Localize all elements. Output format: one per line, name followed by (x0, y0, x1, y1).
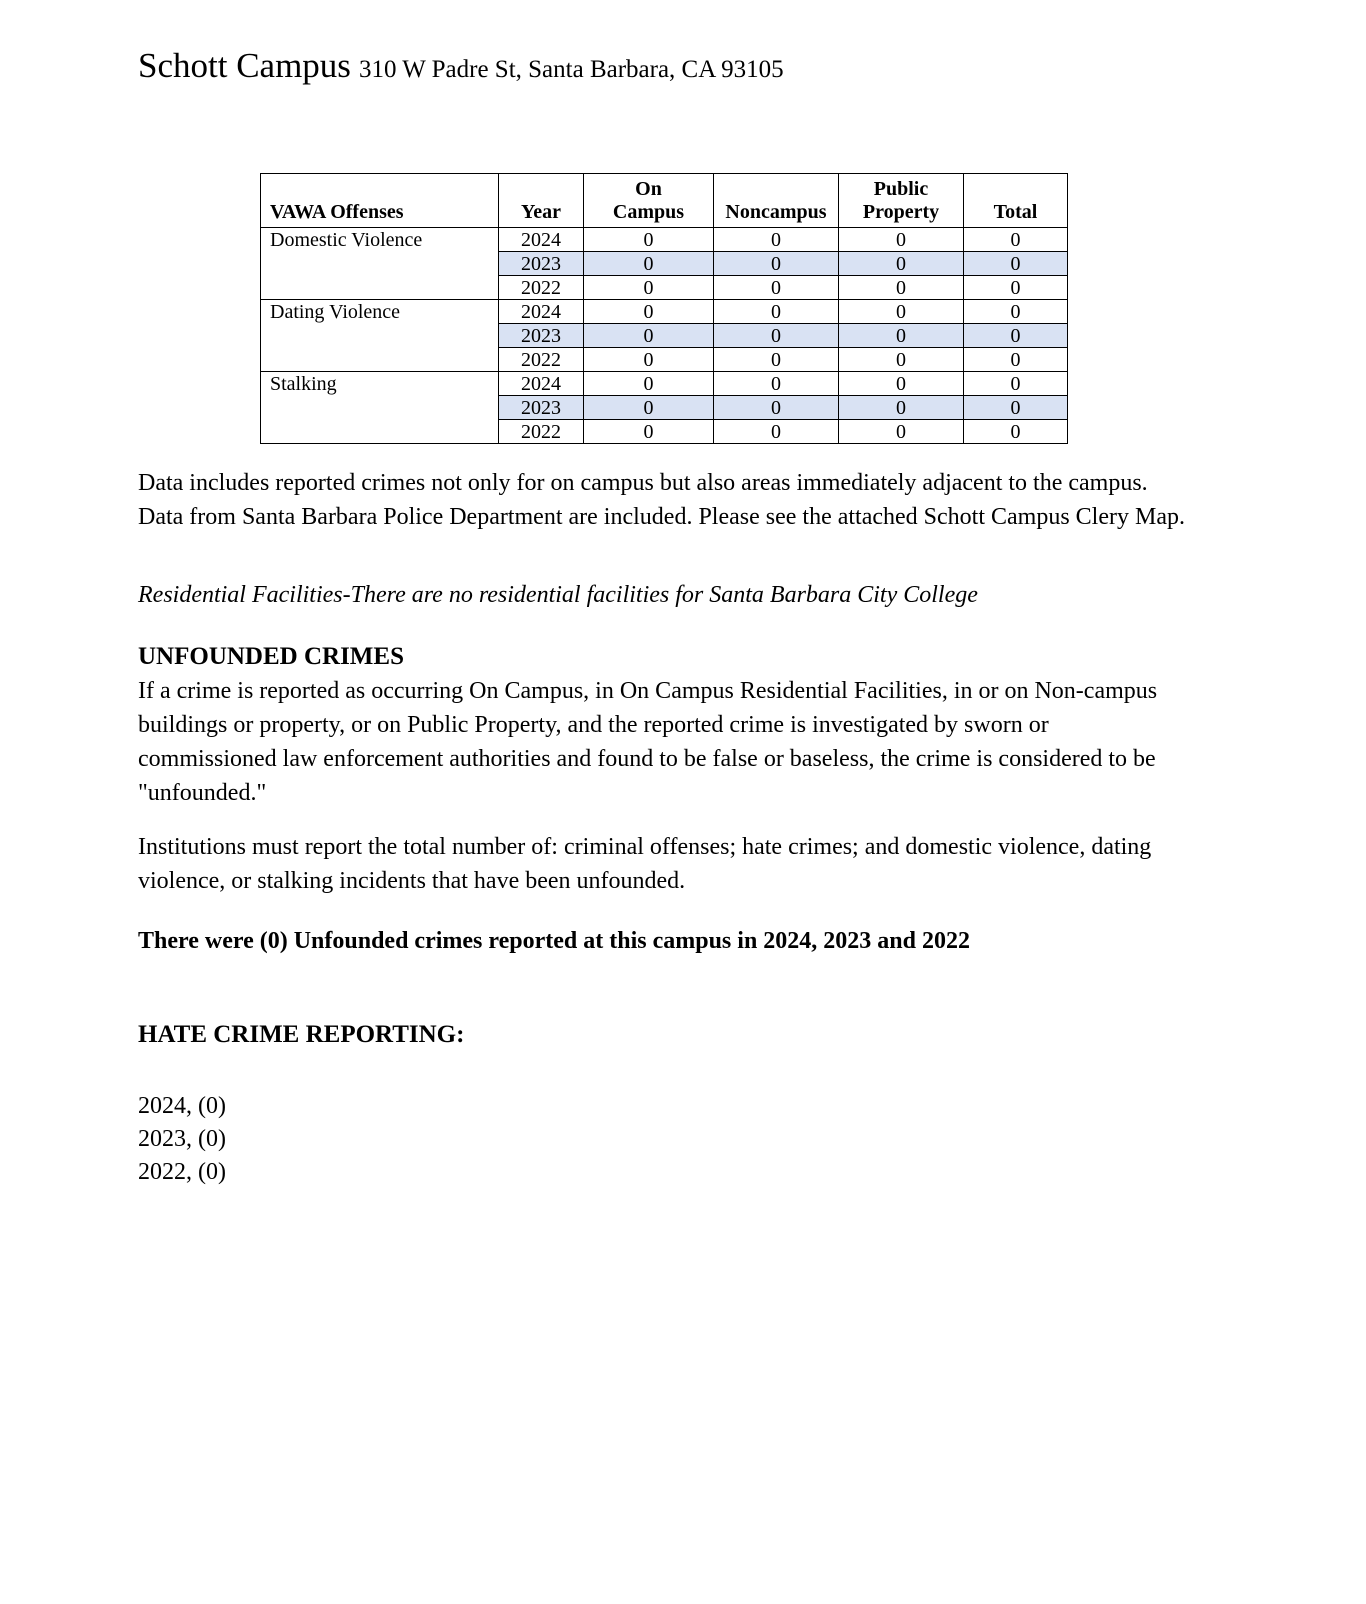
noncampus-cell: 0 (714, 276, 839, 300)
year-cell: 2023 (499, 396, 584, 420)
offense-cell-stalking: Stalking (261, 372, 499, 444)
hate-crime-year-list (138, 1090, 1186, 1189)
on-campus-cell: 0 (584, 300, 714, 324)
doc-header (138, 42, 1186, 97)
institutions-report-paragraph: Institutions must report the total number of: criminal offenses; hate crimes; and domestic violence, dating violence, or stalking incidents that have been unfounded. (138, 834, 1152, 894)
table-header-row (261, 174, 1068, 228)
offense-cell-domestic-violence: Domestic Violence (261, 228, 499, 300)
on-campus-cell: 0 (584, 396, 714, 420)
on-campus-cell: 0 (584, 324, 714, 348)
year-cell: 2023 (499, 252, 584, 276)
column-header-on-campus-line2: Campus (612, 201, 685, 223)
noncampus-cell: 0 (714, 420, 839, 444)
public-property-cell: 0 (839, 372, 964, 396)
column-header-on-campus (584, 174, 714, 228)
data-note-paragraph: Data includes reported crimes not only for on campus but also areas immediately adjacent to the campus. Data from Santa Barbara Police Department are included. Please see the attached Schott Campus Clery Map. (138, 470, 1185, 530)
column-header-total: Total (964, 174, 1068, 228)
public-property-cell: 0 (839, 252, 964, 276)
column-header-year: Year (499, 174, 584, 228)
total-cell: 0 (964, 228, 1068, 252)
hate-crime-year-line: 2023, (0) (138, 1126, 226, 1152)
total-cell: 0 (964, 396, 1068, 420)
noncampus-cell: 0 (714, 396, 839, 420)
column-header-noncampus: Noncampus (714, 174, 839, 228)
year-cell: 2024 (499, 300, 584, 324)
table-row (261, 300, 1068, 324)
column-header-public-property-line2: Property (862, 201, 940, 223)
residential-facilities-note: Residential Facilities-There are no residential facilities for Santa Barbara City College (138, 582, 978, 608)
campus-name: Schott Campus (138, 46, 351, 85)
campus-address: 310 W Padre St, Santa Barbara, CA 93105 (358, 56, 784, 83)
vawa-table-container (260, 173, 1186, 444)
on-campus-cell: 0 (584, 276, 714, 300)
year-cell: 2022 (499, 276, 584, 300)
unfounded-crimes-heading: UNFOUNDED CRIMES (138, 643, 404, 670)
unfounded-crimes-definition: If a crime is reported as occurring On Campus, in On Campus Residential Facilities, in or on Non-campus buildings or property, or on Public Property, and the reported crime is investigated by sworn or commissioned law enforcement authorities and found to be false or baseless, the crime is considered to be "unfounded." (138, 678, 1158, 806)
column-header-on-campus-line1: On (635, 178, 662, 200)
on-campus-cell: 0 (584, 348, 714, 372)
hate-crime-reporting-heading: HATE CRIME REPORTING: (138, 1021, 465, 1048)
hate-crime-year-line: 2022, (0) (138, 1159, 226, 1185)
year-cell: 2024 (499, 228, 584, 252)
noncampus-cell: 0 (714, 324, 839, 348)
year-cell: 2023 (499, 324, 584, 348)
total-cell: 0 (964, 276, 1068, 300)
year-cell: 2022 (499, 420, 584, 444)
total-cell: 0 (964, 420, 1068, 444)
noncampus-cell: 0 (714, 348, 839, 372)
on-campus-cell: 0 (584, 252, 714, 276)
hate-crime-year-line: 2024, (0) (138, 1093, 226, 1119)
unfounded-crimes-summary: There were (0) Unfounded crimes reported at this campus in 2024, 2023 and 2022 (138, 928, 970, 954)
public-property-cell: 0 (839, 420, 964, 444)
table-row (261, 372, 1068, 396)
total-cell: 0 (964, 324, 1068, 348)
noncampus-cell: 0 (714, 300, 839, 324)
public-property-cell: 0 (839, 324, 964, 348)
on-campus-cell: 0 (584, 228, 714, 252)
year-cell: 2022 (499, 348, 584, 372)
noncampus-cell: 0 (714, 252, 839, 276)
total-cell: 0 (964, 252, 1068, 276)
public-property-cell: 0 (839, 396, 964, 420)
total-cell: 0 (964, 300, 1068, 324)
column-header-public-property-line1: Public (873, 178, 929, 200)
vawa-offenses-table (260, 173, 1068, 444)
public-property-cell: 0 (839, 300, 964, 324)
column-header-vawa-offenses: VAWA Offenses (261, 174, 499, 228)
total-cell: 0 (964, 372, 1068, 396)
public-property-cell: 0 (839, 276, 964, 300)
noncampus-cell: 0 (714, 228, 839, 252)
offense-cell-dating-violence: Dating Violence (261, 300, 499, 372)
year-cell: 2024 (499, 372, 584, 396)
on-campus-cell: 0 (584, 420, 714, 444)
public-property-cell: 0 (839, 348, 964, 372)
noncampus-cell: 0 (714, 372, 839, 396)
on-campus-cell: 0 (584, 372, 714, 396)
column-header-public-property (839, 174, 964, 228)
total-cell: 0 (964, 348, 1068, 372)
public-property-cell: 0 (839, 228, 964, 252)
table-row (261, 228, 1068, 252)
